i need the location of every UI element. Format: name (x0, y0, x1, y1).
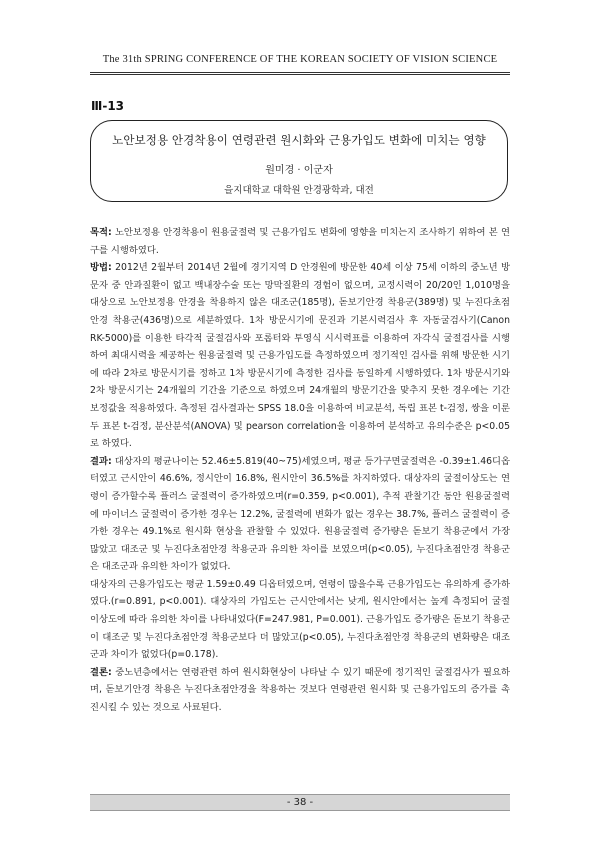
abstract-body (90, 224, 510, 717)
purpose-text: 노안보정용 안경착용이 원용굴절력 및 근용가입도 변화에 영향을 미치는지 조사하기 위하여 본 연구를 시행하였다. (90, 227, 510, 256)
results-paragraph (90, 453, 510, 576)
section-number: Ⅲ-13 (91, 99, 125, 113)
conference-header: The 31th SPRING CONFERENCE OF THE KOREAN SOCIETY OF VISION SCIENCE (102, 54, 498, 65)
page-footer (90, 794, 510, 811)
results-label: 결과: (90, 455, 112, 467)
title-box (90, 120, 508, 202)
methods-label: 방법: (90, 262, 112, 274)
conclusion-paragraph (90, 664, 510, 717)
conclusion-label: 결론: (90, 666, 112, 678)
header-rule-double (90, 74, 510, 75)
purpose-label: 목적: (90, 227, 112, 238)
results-paragraph-2 (90, 576, 510, 664)
methods-text: 2012년 2월부터 2014년 2월에 경기지역 D 안경원에 방문한 40세 이상 75세 이하의 중노년 방문자 중 안과질환이 없고 백내장수술 또는 망막질환의 경험이 없으며, 교정시력이 20/20인 1,010명을 대상으로 노안보정용 안경을 착용하지 않은 대조군(185명), 돋보기안경 착용군(389명) 및 누진다초점안경 착용군(436명)으로 세분하였다. 1차 방문시기에 문진과 기본시력검사 후 자동굴검사기(Canon RK-5000)를 이용한 타각적 굴절검사와 포롭터와 투영식 시시력표를 이용하여 자각식 굴절검사를 시행하여 최대시력을 제공하는 원용굴절력 및 근용가입도를 측정하였으며 정기적인 검사를 위해 방문한 시기에 따라 2차로 방문시기를 정하고 1차 방문시기에 측정한 검사를 동일하게 시행하였다. 1차 방문시기와 2차 방문시기는 24개월의 기간을 기준으로 하였으며 24개월의 방문기간을 맞추지 못한 경우에는 기간 보정값을 적용하였다. 측정된 검사결과는 SPSS 18.0을 이용하여 비교분석, 독립 표본 t-검정, 쌍을 이룬 두 표본 t-검정, 분산분석(ANOVA) 및 pearson correlation을 이용하여 분석하고 유의수준은 p<0.05로 하였다. (90, 262, 510, 450)
article-affiliation: 을지대학교 대학원 안경광학과, 대전 (224, 185, 374, 196)
header-rule (90, 72, 510, 73)
article-authors: 원미경 · 이군자 (265, 165, 333, 176)
page-number: - 38 - (286, 797, 314, 808)
results-text-2: 대상자의 근용가입도는 평균 1.59±0.49 디옵터였으며, 연령이 많을수록 근용가입도는 유의하게 증가하였다.(r=0.891, p<0.001). 대상자의 가입도는 근시안에서는 낮게, 원시안에서는 높게 측정되어 굴절이상도에 따라 유의한 차이를 나타내었다(F=247.981, P=0.001). 근용가입도 증가량은 돋보기 착용군이 대조군 및 누진다초점안경 착용군보다 더 많았고(p<0.05), 누진다초점안경 착용군의 변화량은 대조군과 차이가 없었다(p=0.178). (90, 578, 511, 661)
methods-paragraph (90, 259, 510, 453)
results-text-1: 대상자의 평균나이는 52.46±5.819(40~75)세였으며, 평균 등가구면굴절력은 -0.39±1.46디옵터였고 근시안이 46.6%, 정시안이 16.8%, 원시안이 36.5%를 차지하였다. 대상자의 굴절이상도는 연령이 증가할수록 플러스 굴절력이 증가하였으며(r=0.359, p<0.001), 추적 관찰기간 동안 원용굴절력에 마이너스 굴절력이 증가한 경우는 12.2%, 굴절력에 변화가 없는 경우는 38.7%, 플러스 굴절력이 증가한 경우는 49.1%로 원시화 현상을 관찰할 수 있었다. 원용굴절력 증가량은 돋보기 착용군에서 가장 많았고 대조군 및 누진다초점안경 착용군과 유의한 차이를 보였으며(p<0.05), 누진다초점안경 착용군은 대조군과 유의한 차이가 없었다. (90, 455, 510, 573)
conclusion-text: 중노년층에서는 연령관련 하여 원시화현상이 나타날 수 있기 때문에 정기적인 굴절검사가 필요하며, 돋보기안경 착용은 누진다초점안경을 착용하는 것보다 연령관련 원시화 및 근용가입도의 증가를 촉진시킬 수 있는 것으로 사료된다. (90, 666, 510, 714)
purpose-paragraph (90, 224, 510, 259)
article-title: 노안보정용 안경착용이 연령관련 원시화와 근용가입도 변화에 미치는 영향 (112, 133, 486, 147)
